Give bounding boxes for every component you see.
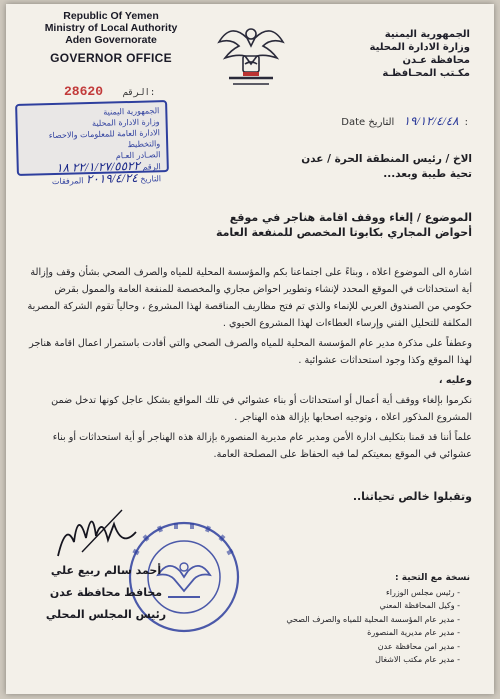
subject-block (172, 210, 472, 240)
greeting-line: تحية طيبة وبعد... (383, 168, 472, 180)
letterhead-arabic (340, 28, 470, 80)
stamp-line-1: الجمهورية اليمنية (103, 106, 160, 117)
body-paragraph-4: علماً أننا قد قمنا بتكليف ادارة الأمن ومدير عام مديرية المنصورة بإزالة هذه الهناجر أو أية استحداثات أو بناء عشوائي في الموقع بمعيتكم لما فيه الحفاظ على المصلحة العامة. (52, 432, 472, 460)
stamp-date-row (25, 172, 161, 188)
stamp-date-value: ٢٠١٩/٤/٢٤ (85, 170, 138, 187)
letter-body (24, 264, 472, 466)
ar-republic-line: الجمهورية اليمنية (384, 29, 470, 40)
signatory-title-2: رئيس المجلس المحلي (45, 608, 167, 621)
letter-sheet (6, 4, 494, 694)
stamp-line-4: الصـادر العـام (115, 150, 161, 161)
ref-number-value: 28620 (64, 84, 104, 99)
signature-block (26, 560, 186, 626)
body-paragraph-2: وعطفاً على مذكرة مدير عام المؤسسة المحلية للمياه والصرف الصحي والتي أفادت باستمرار اعمال اقامة هناجر لهذا الموقع وكذا وجود استحداثات عشوائية . (29, 338, 472, 366)
republic-line: Republic Of Yemen (63, 10, 159, 22)
signatory-name: أحمد سالم ربيع علي (50, 564, 162, 577)
stamp-ref-label: الرقم (142, 162, 161, 172)
stamp-date-label: التاريخ (140, 174, 162, 184)
yemen-eagle-emblem-icon (211, 12, 291, 92)
closing-line: وتقبلوا خالص تحياتنا.. (352, 490, 472, 503)
copy-recipient-4: - مدير عام مديرية المنصورة (270, 626, 460, 640)
governorate-line: Aden Governorate (65, 34, 157, 46)
copies-list (270, 586, 470, 667)
body-paragraph-3: نكرموا بإلغاء ووقف أية أعمال أو استحداثات أو بناء عشوائي في تلك المواقع بشكل عاجل كونها تدخل ضمن المشروع المذكور اعلاه ، وتوجيه اصحابها بإزالة هذه الهناجر . (51, 395, 472, 423)
office-line: GOVERNOR OFFICE (50, 51, 172, 65)
copy-recipient-3: - مدير عام المؤسسة المحلية للمياه والصرف الصحي (270, 613, 460, 627)
copy-recipient-5: - مدير امن محافظة عدن (270, 640, 460, 654)
copy-recipient-6: - مدير عام مكتب الاشغال (270, 653, 460, 667)
addressee-line: الاخ / رئيس المنطقة الحرة / عدن (301, 153, 472, 165)
subject-line-2: أحواض المجاري بكابوتا المخصص للمنفعة العامة (215, 226, 472, 239)
copy-recipient-1: - رئيس مجلس الوزراء (270, 586, 460, 600)
reference-number (64, 84, 155, 99)
ref-number-label: الرقم: (122, 88, 156, 98)
stamp-line-3: الادارة العامة للمعلومات والاحصاء والتخطيط (48, 128, 161, 150)
stamp-line-2: وزارة الادارة المحلية (91, 117, 160, 128)
body-therefore: وعليه ، (438, 375, 472, 386)
outgoing-registry-stamp (15, 100, 169, 187)
copy-recipient-2: - وكيل المحافظة المعني (270, 599, 460, 613)
date-value: ١٩/١٢/٤/٤٨ (403, 114, 459, 128)
addressee-block (301, 152, 472, 182)
ar-office-line: مكـتب المحـافظـة (382, 68, 470, 79)
copies-block (270, 572, 470, 667)
stamp-att-label: المرفقات (51, 176, 84, 187)
ministry-line: Ministry of Local Authority (44, 22, 178, 34)
body-paragraph-1: اشارة الى الموضوع اعلاه ، وبناءً على اجتماعنا بكم والمؤسسة المحلية للمياه والصرف الصحي بشأن وقف وإزالة أية استحداثات في الموقع المحدد لإنشاء وتطوير احواض مجاري والمخصصة للمنفعة العامة والممول بقرض حكومي من الصندوق العربي للإنماء والذي تم فتح مظاريف المناقصة لهذا المشروع ، وحالياً تقوم الشركة المصرية المكلفة للتحليل الفني وإرساء العطاءات لهذا المشروع الحيوي . (27, 267, 472, 329)
letterhead-english (36, 10, 186, 64)
date-label-en: Date (341, 117, 366, 128)
ar-governorate-line: محافظة عـدن (402, 55, 470, 66)
stamp-ref-value: ٢٢/١/٢٧/٥٥٢٢ ١٨ (55, 158, 141, 175)
date-field (341, 114, 468, 129)
date-label-ar: التاريخ: (368, 117, 468, 128)
signatory-title-1: محافظ محافظة عدن (49, 586, 163, 599)
ar-ministry-line: وزارة الادارة المحلية (369, 42, 470, 53)
copies-title: نسخة مع التحية : (395, 573, 470, 583)
subject-line-1: الموضوع / إلغاء ووقف اقامة هناجر في موقع (229, 211, 472, 224)
